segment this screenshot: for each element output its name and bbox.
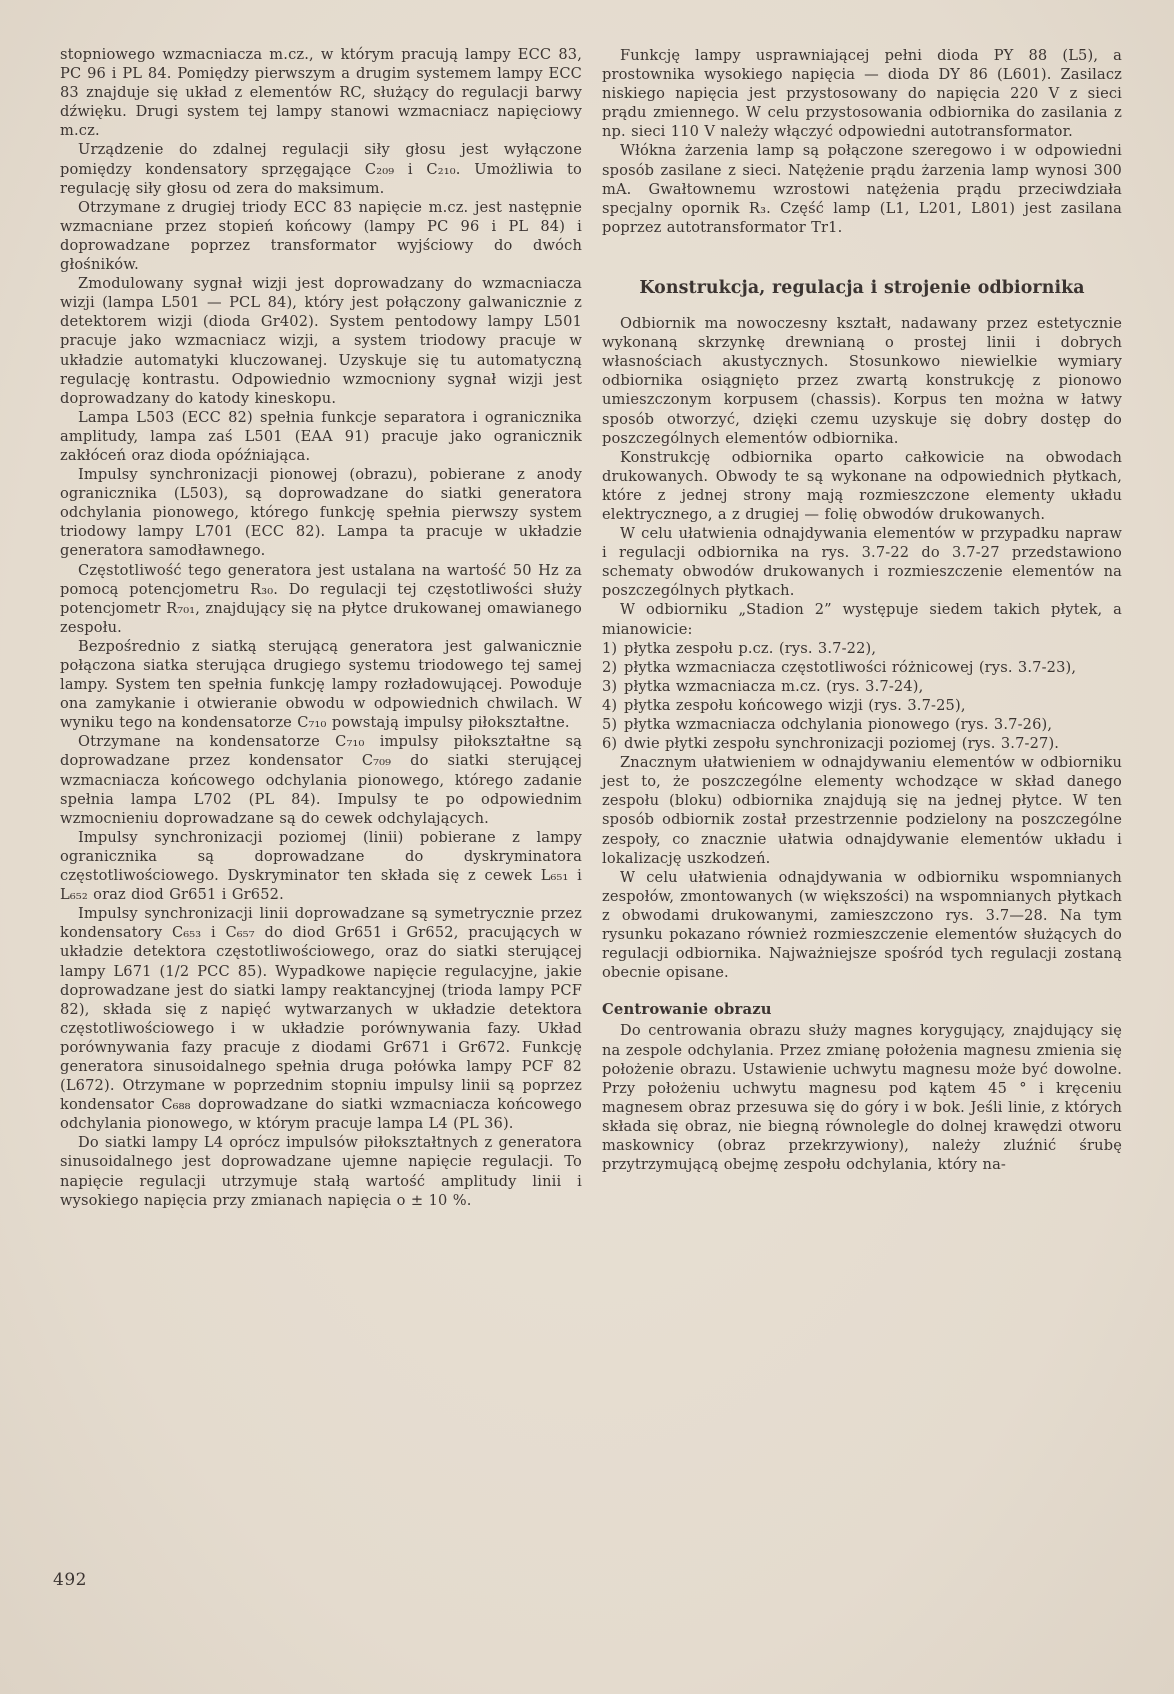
paragraph: Włókna żarzenia lamp są połączone szeregowo i w odpowiedni sposób zasilane z sieci. Natężenie prądu żarzenia lamp wynosi 300 mA. Gwałtownemu wzrostowi natężenia prądu przeciwdziała specjalny opornik R₃. Część lamp (L1, L201, L801) jest zasilana poprzez autotransformator Tr1. — [602, 142, 1122, 236]
paragraph: W celu ułatwienia odnajdywania w odbiorniku wspomnianych zespołów, zmontowanych (w większości) na wspomnianych płytkach z obwodami drukowanymi, zamieszczono rys. 3.7—28. Na tym rysunku pokazano również rozmieszczenie elementów służących do regulacji odbiornika. Najważniejsze spośród tych regulacji zostaną obecnie opisane. — [602, 868, 1122, 982]
paragraph: Bezpośrednio z siatką sterującą generatora jest galwanicznie połączona siatka sterująca drugiego systemu triodowego tej samej lampy. System ten spełnia funkcję lampy rozładowującej. Powoduje ona zamykanie i otwieranie obwodu w odpowiednich chwilach. W wyniku tego na kondensatorze C₇₁₀ powstają impulsy piłokształtne. — [60, 637, 582, 732]
list-item — [602, 658, 1122, 677]
list-item — [602, 639, 1122, 658]
paragraph: Impulsy synchronizacji linii doprowadzane są symetrycznie przez kondensatory C₆₅₃ i C₆₅₇ do diod Gr651 i Gr652, pracujących w układzie detektora częstotliwościowego, oraz do siatki sterującej lampy L671 (1/2 PCC 85). Wypadkowe napięcie regulacyjne, jakie doprowadzane jest do siatki lampy reaktancyjnej (trioda lampy PCF 82), składa się z napięć wytwarzanych w układzie detektora częstotliwościowego i w układzie porównywania fazy. Układ porównywania fazy pracuje z diodami Gr671 i Gr672. Funkcję generatora sinusoidalnego spełnia druga połówka lampy PCF 82 (L672). Otrzymane w poprzednim stopniu impulsy linii są poprzez kondensator C₆₈₈ doprowadzane do siatki wzmacniacza końcowego odchylania pionowego, w którym pracuje lampa L4 (PL 36). — [60, 905, 582, 1133]
paragraph: Urządzenie do zdalnej regulacji siły głosu jest wyłączone pomiędzy kondensatory sprzęgające C₂₀₉ i C₂₁₀. Umożliwia to regulację siły głosu od zera do maksimum. — [60, 141, 582, 197]
list-number: 1) — [602, 639, 618, 657]
page-number: 492 — [53, 1570, 87, 1590]
paragraph: Zmodulowany sygnał wizji jest doprowadzany do wzmacniacza wizji (lampa L501 — PCL 84), który jest połączony galwanicznie z detektorem wizji (dioda Gr402). System pentodowy lampy L501 pracuje jako wzmacniacz wizji, a system triodowy pracuje w układzie automatyki kluczowanej. Uzyskuje się tu automatyczną regulację kontrastu. Odpowiednio wzmocniony sygnał wizji jest doprowadzany do katody kineskopu. — [60, 275, 582, 407]
paragraph: Impulsy synchronizacji pionowej (obrazu), pobierane z anody ogranicznika (L503), są doprowadzane do siatki generatora odchylania pionowego, którego funkcję spełnia pierwszy system triodowy lampy L701 (ECC 82). Lampa ta pracuje w układzie generatora samodławnego. — [60, 466, 582, 560]
section-heading: Konstrukcja, regulacja i strojenie odbiornika — [639, 277, 1085, 298]
list-text: dwie płytki zespołu synchronizacji poziomej (rys. 3.7-27). — [624, 735, 1060, 753]
paragraph: W odbiorniku „Stadion 2” występuje siedem takich płytek, a mianowicie: — [602, 601, 1122, 638]
list-item — [602, 677, 1122, 696]
paragraph: Do siatki lampy L4 oprócz impulsów piłokształtnych z generatora sinusoidalnego jest doprowadzane ujemne napięcie regulacji. To napięcie regulacji utrzymuje stałą wartość amplitudy linii i wysokiego napięcia przy zmianach napięcia o ± 10 %. — [60, 1134, 582, 1209]
paragraph: Lampa L503 (ECC 82) spełnia funkcje separatora i ogranicznika amplitudy, lampa zaś L501 (EAA 91) pracuje jako ogranicznik zakłóceń oraz dioda opóźniająca. — [60, 408, 582, 464]
paragraph: Częstotliwość tego generatora jest ustalana na wartość 50 Hz za pomocą potencjometru R₃₀. Do regulacji tej częstotliwości służy potencjometr R₇₀₁, znajdujący się na płytce drukowanej omawianego zespołu. — [60, 561, 582, 636]
list-text: płytka wzmacniacza m.cz. (rys. 3.7-24), — [624, 677, 924, 695]
list-text: płytka zespołu p.cz. (rys. 3.7-22), — [624, 639, 877, 657]
list-number: 2) — [602, 658, 618, 676]
list-number: 4) — [602, 696, 618, 714]
list-text: płytka wzmacniacza częstotliwości różnicowej (rys. 3.7-23), — [624, 658, 1077, 676]
paragraph: Znacznym ułatwieniem w odnajdywaniu elementów w odbiorniku jest to, że poszczególne elementy wchodzące w skład danego zespołu (bloku) odbiornika znajdują się na jednej płytce. W ten sposób odbiornik został przestrzennie podzielony na poszczególne zespoły, co znacznie ułatwia odnajdywanie elementów układu i lokalizację uszkodzeń. — [602, 754, 1122, 867]
paragraph: Funkcję lampy usprawniającej pełni dioda PY 88 (L5), a prostownika wysokiego napięcia — dioda DY 86 (L601). Zasilacz niskiego napięcia jest przystosowany do napięcia 220 V z sieci prądu zmiennego. W celu przystosowania odbiornika do zasilania z np. sieci 110 V należy włączyć odpowiedni autotransformator. — [602, 47, 1122, 141]
paragraph: Do centrowania obrazu służy magnes korygujący, znajdujący się na zespole odchylania. Przez zmianę położenia magnesu zmienia się położenie obrazu. Ustawienie uchwytu magnesu może być dowolne. Przy położeniu uchwytu magnesu pod kątem 45 ° i kręceniu magnesem obraz przesuwa się do góry i w bok. Jeśli linie, z których składa się obraz, nie biegną równolegle do dolnej krawędzi otworu maskownicy (obraz przekrzywiony), należy zluźnić śrubę przytrzymującą obejmę zespołu odchylania, który na- — [602, 1022, 1122, 1174]
paragraph: stopniowego wzmacniacza m.cz., w którym pracują lampy ECC 83, PC 96 i PL 84. Pomiędzy pierwszym a drugim systemem lampy ECC 83 znajduje się układ z elementów RC, służący do regulacji barwy dźwięku. Drugi system tej lampy stanowi wzmacniacz napięciowy m.cz. — [60, 46, 582, 140]
paragraph: Otrzymane z drugiej triody ECC 83 napięcie m.cz. jest następnie wzmacniane przez stopień końcowy (lampy PC 96 i PL 84) i doprowadzane poprzez transformator wyjściowy do dwóch głośników. — [60, 198, 582, 274]
list-item — [602, 696, 1122, 715]
list-text: płytka zespołu końcowego wizji (rys. 3.7-25), — [624, 696, 966, 714]
paragraph: Konstrukcję odbiornika oparto całkowicie na obwodach drukowanych. Obwody te są wykonane na odpowiednich płytkach, które z jednej strony mają rozmieszczone elementy układu elektrycznego, a z drugiej — folię obwodów drukowanych. — [602, 448, 1122, 523]
list-number: 3) — [602, 677, 618, 695]
list-number: 6) — [602, 735, 618, 753]
list-number: 5) — [602, 716, 618, 733]
paragraph: Odbiornik ma nowoczesny kształt, nadawany przez estetycznie wykonaną skrzynkę drewnianą o prostej linii i dobrych własnościach akustycznych. Stosunkowo niewielkie wymiary odbiornika osiągnięto przez zwartą konstrukcję z pionowo umieszczonym korpusem (chassis). Korpus ten można w łatwy sposób otworzyć, dzięki czemu uzyskuje się dobry dostęp do poszczególnych elementów odbiornika. — [602, 315, 1122, 447]
list-item — [602, 734, 1122, 753]
paragraph: Impulsy synchronizacji poziomej (linii) pobierane z lampy ogranicznika są doprowadzane do dyskryminatora częstotliwościowego. Dyskryminator ten składa się z cewek L₆₅₁ i L₆₅₂ oraz diod Gr651 i Gr652. — [60, 828, 582, 904]
left-column — [60, 45, 582, 1210]
list-text: płytka wzmacniacza odchylania pionowego (rys. 3.7-26), — [624, 716, 1053, 733]
plates-list — [602, 639, 1122, 754]
paragraph: Otrzymane na kondensatorze C₇₁₀ impulsy piłokształtne są doprowadzane przez kondensator C₇₀₉ do siatki sterującej wzmacniacza końcowego odchylania pionowego, którego zadanie spełnia lampa L702 (PL 84). Impulsy te po odpowiednim wzmocnieniu doprowadzane są do cewek odchylających. — [60, 733, 582, 827]
right-column — [602, 46, 1122, 1174]
list-item — [602, 715, 1122, 734]
subheading: Centrowanie obrazu — [602, 1001, 772, 1019]
paragraph: W celu ułatwienia odnajdywania elementów w przypadku napraw i regulacji odbiornika na rys. 3.7-22 do 3.7-27 przedstawiono schematy obwodów drukowanych i rozmieszczenie elementów na poszczególnych płytkach. — [602, 525, 1122, 600]
